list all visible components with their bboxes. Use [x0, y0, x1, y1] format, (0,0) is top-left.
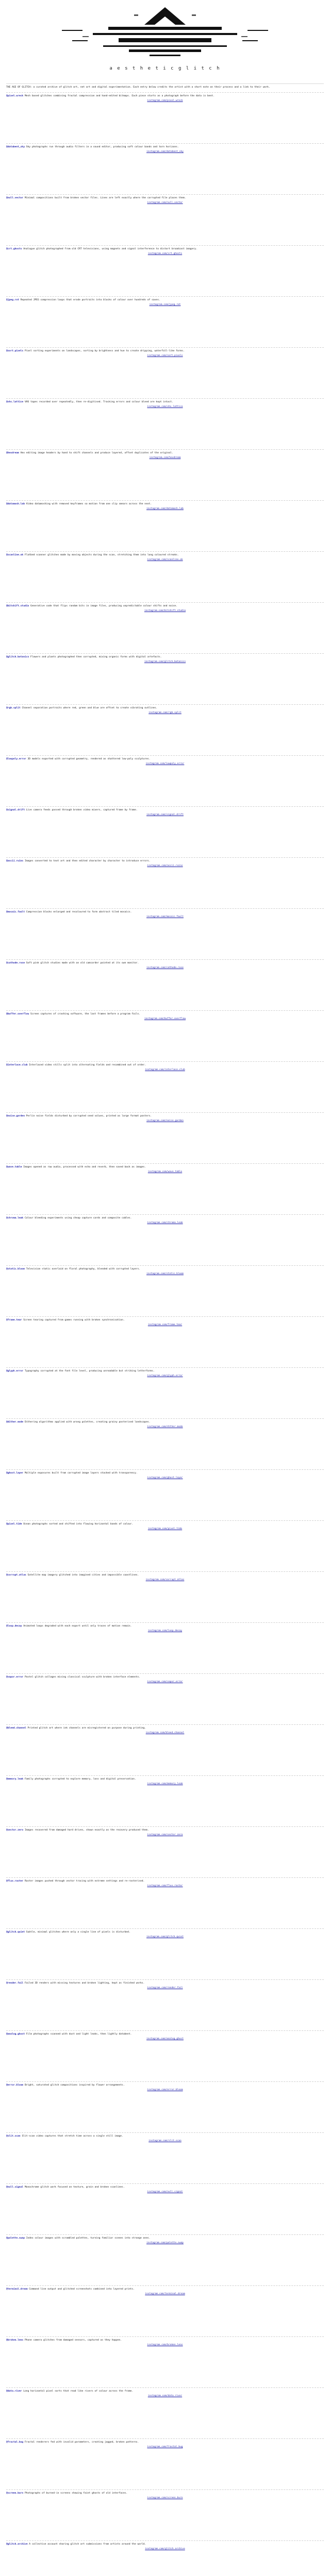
post-text: Interlaced video stills split into alternating fields and recombined out of order.: [29, 1064, 146, 1066]
post-body: [6, 554, 324, 557]
post-text: Subtle, minimal glitches where only a single line of pixels is disturbed.: [26, 1931, 130, 1934]
post-body: [6, 452, 324, 455]
artist-handle[interactable]: @render.fail: [6, 1982, 24, 1985]
post-body: [6, 2390, 324, 2393]
artist-handle[interactable]: @memory.leak: [6, 1778, 24, 1781]
artist-link[interactable]: instagram.com/sort.pixels: [147, 354, 183, 357]
post-entry: [6, 1163, 324, 1214]
artist-handle[interactable]: @lowpoly.error: [6, 758, 26, 760]
post-text: Raster images pushed through vector tracing with extreme settings and re-rasterised.: [24, 1880, 145, 1883]
artist-link[interactable]: instagram.com/palette.swap: [146, 2242, 184, 2244]
post-text: Index colour images with scrambled palettes, turning familiar scenes into strange ones.: [26, 2237, 151, 2240]
post-text: Long horizontal pixel sorts that read like rivers of colour across the frame.: [23, 2390, 134, 2393]
artist-link[interactable]: instagram.com/wave.table: [147, 1171, 183, 1173]
artist-handle[interactable]: @buffer.overflow: [6, 1013, 29, 1015]
post-body: [6, 2033, 324, 2036]
post-text: Family photographs corrupted to explore memory, loss and digital preservation.: [24, 1778, 136, 1781]
artist-handle[interactable]: @interlace.club: [6, 1064, 28, 1066]
post-body: [6, 1880, 324, 1883]
post-text: Flatbed scanner glitches made by moving objects during the scan, stretching them into long coloured streaks.: [24, 554, 179, 556]
artist-link[interactable]: instagram.com/frame.tear: [147, 1324, 183, 1326]
artist-handle[interactable]: @ghost.layer: [6, 1472, 24, 1475]
post-body: [6, 1370, 324, 1373]
post-entry: [6, 1469, 324, 1520]
post-entry: [6, 2030, 324, 2081]
post-text: Slit-scan video captures that stretch time across a single still image.: [22, 2135, 123, 2138]
post-entry: [6, 1316, 324, 1367]
artist-link[interactable]: instagram.com/analog.ghost: [146, 2038, 184, 2040]
artist-link[interactable]: instagram.com/jpeg.rot: [149, 303, 181, 306]
artist-handle[interactable]: @static.bloom: [6, 1268, 25, 1270]
post-text: Monochrome glitch work focused on texture, grain and broken scanlines.: [24, 2186, 125, 2189]
artist-handle[interactable]: @analog.ghost: [6, 2033, 25, 2036]
artist-handle[interactable]: @sort.pixels: [6, 350, 24, 352]
artist-link[interactable]: instagram.com/mosaic.fault: [146, 916, 184, 918]
artist-link[interactable]: instagram.com/corrupt.atlas: [145, 1579, 185, 1581]
post-body: [6, 860, 324, 863]
post-entry: [6, 347, 324, 398]
post-text: Phone camera glitches from damaged sensors, captured as they happen.: [24, 2339, 122, 2342]
artist-handle[interactable]: @terminal.dream: [6, 2288, 28, 2291]
artist-handle[interactable]: @datamosh.lab: [6, 503, 25, 505]
post-entry: [6, 500, 324, 551]
artist-link[interactable]: instagram.com/pixel.wreck: [147, 99, 183, 102]
post-entry: [6, 1367, 324, 1418]
artist-handle[interactable]: @noise.garden: [6, 1115, 25, 1117]
artist-link[interactable]: instagram.com/screen.burn: [147, 2497, 183, 2499]
post-entry: [6, 2540, 324, 2576]
artist-link[interactable]: instagram.com/null.signal: [147, 2191, 183, 2193]
post-text: Repeated JPEG compression loops that erode portraits into blocks of colour over hundreds of saves.: [20, 299, 160, 301]
artist-handle[interactable]: @fractal.bug: [6, 2441, 24, 2444]
artist-handle[interactable]: @palette.swap: [6, 2237, 25, 2240]
post-text: A collective account sharing glitch art submissions from artists around the world.: [29, 2543, 146, 2546]
artist-link[interactable]: instagram.com/cathode.rose: [146, 967, 184, 969]
post-text: Pastel glitch collages mixing classical sculpture with broken interface elements.: [24, 1676, 141, 1679]
post-entry: [6, 1112, 324, 1163]
header: [6, 4, 324, 81]
post-body: [6, 1115, 324, 1118]
artist-link[interactable]: instagram.com/slit.scan: [148, 2140, 182, 2142]
post-body: [6, 2288, 324, 2291]
artist-handle[interactable]: @pixel.wreck: [6, 95, 24, 97]
artist-handle[interactable]: @flux.raster: [6, 1880, 24, 1883]
post-body: [6, 1319, 324, 1322]
artist-handle[interactable]: @wave.table: [6, 1166, 22, 1168]
post-text: Images converted to text art and then edited character by character to introduce errors.: [24, 860, 151, 862]
post-entry: [6, 2285, 324, 2336]
post-text: Animated loops degraded with each export until only traces of motion remain.: [23, 1625, 132, 1628]
post-entry: [6, 959, 324, 1010]
post-entry: [6, 551, 324, 602]
artist-handle[interactable]: @scanline.ok: [6, 554, 24, 556]
artist-handle[interactable]: @dither.mode: [6, 1421, 24, 1423]
post-text: Channel separation portraits where red, green and blue are offset to create vibrating outlines.: [22, 707, 158, 709]
post-text: Images opened as raw audio, processed with echo and reverb, then saved back as images.: [23, 1166, 146, 1168]
artist-handle[interactable]: @loop.decay: [6, 1625, 22, 1628]
post-body: [6, 605, 324, 608]
artist-link[interactable]: instagram.com/signal.drift: [146, 814, 184, 816]
artist-handle[interactable]: @screen.burn: [6, 2492, 24, 2495]
artist-link[interactable]: instagram.com/glitch.botanics: [144, 660, 186, 663]
post-entry: [6, 1724, 324, 1775]
post-entry: [6, 2234, 324, 2285]
post-entry: [6, 806, 324, 857]
post-text: Live camera feeds passed through broken video mixers, captured frame by frame.: [26, 809, 138, 811]
artist-handle[interactable]: @glitch.botanics: [6, 656, 29, 658]
artist-link[interactable]: instagram.com/pixel.tide: [147, 1528, 183, 1530]
post-entry: [6, 1010, 324, 1061]
post-entry: [6, 1979, 324, 2030]
post-body: [6, 2339, 324, 2342]
post-text: Film photographs scanned with dust and light leaks, then lightly databent.: [26, 2033, 132, 2036]
post-body: [6, 911, 324, 914]
divider: [6, 83, 324, 84]
post-entry: [6, 1928, 324, 1979]
site-title: a e s t h e t i c g l i t c h: [109, 66, 221, 71]
post-entry: [6, 1826, 324, 1877]
artist-link[interactable]: instagram.com/sector.zero: [147, 1834, 183, 1836]
artist-handle[interactable]: @null.signal: [6, 2186, 24, 2189]
artist-link[interactable]: instagram.com/bitshift.studio: [144, 609, 186, 612]
post-text: Flowers and plants photographed then corrupted, mixing organic forms with digital artefacts.: [30, 656, 162, 658]
artist-link[interactable]: instagram.com/loop.decay: [147, 1630, 183, 1632]
artist-handle[interactable]: @signal.drift: [6, 809, 25, 811]
artist-link[interactable]: instagram.com/null.vector: [147, 201, 183, 204]
post-entry: [6, 92, 324, 143]
post-body: [6, 1778, 324, 1781]
artist-link[interactable]: instagram.com/glitch.archive: [145, 2548, 185, 2550]
post-text: VHS tapes recorded over repeatedly, then re-digitised. Tracking errors and colour bleed are kept intact.: [24, 401, 173, 403]
artist-handle[interactable]: @vapor.error: [6, 1676, 24, 1679]
post-body: [6, 248, 324, 251]
artist-link[interactable]: instagram.com/memory.leak: [147, 1783, 183, 1785]
artist-link[interactable]: instagram.com/ghost.layer: [147, 1477, 183, 1479]
artist-handle[interactable]: @bitshift.studio: [6, 605, 29, 607]
post-entry: [6, 704, 324, 755]
artist-handle[interactable]: @chroma.leak: [6, 1217, 24, 1219]
artist-handle[interactable]: @bleed.channel: [6, 1727, 26, 1730]
post-text: Command line output and glitched screenshots combined into layered prints.: [29, 2288, 135, 2291]
post-body: [6, 809, 324, 812]
post-text: Video datamoshing with removed keyframes so motion from one clip smears across the next.: [26, 503, 152, 505]
post-text: Ocean photographs sorted and shifted into flowing horizontal bands of colour.: [23, 1523, 134, 1526]
artist-handle[interactable]: @mosaic.fault: [6, 911, 25, 913]
artist-link[interactable]: instagram.com/flux.raster: [147, 1885, 183, 1887]
artist-handle[interactable]: @null.vector: [6, 197, 24, 199]
artist-link[interactable]: instagram.com/error.bloom: [147, 2089, 183, 2091]
post-text: Fractal renderers fed with invalid parameters, creating jagged, broken patterns.: [24, 2441, 139, 2444]
artist-link[interactable]: instagram.com/data.river: [147, 2395, 183, 2397]
post-entry: [6, 398, 324, 449]
post-body: [6, 1829, 324, 1832]
post-body: [6, 401, 324, 404]
post-text: Screen captures of crashing software, the last frames before a program fails.: [30, 1013, 141, 1015]
artist-handle[interactable]: @frame.tear: [6, 1319, 22, 1321]
artist-link[interactable]: instagram.com/vapor.error: [147, 1681, 183, 1683]
post-text: Pixel sorting experiments on landscapes, sorting by brightness and hue to create dripping, waterfall-like forms.: [24, 350, 185, 352]
post-text: Perlin noise fields disturbed by corrupted seed values, printed as large format posters.: [26, 1115, 152, 1117]
post-body: [6, 1625, 324, 1628]
post-text: Satellite map imagery glitched into imagined cities and impossible coastlines.: [27, 1574, 139, 1577]
post-body: [6, 2135, 324, 2138]
post-body: [6, 2441, 324, 2444]
artist-link[interactable]: instagram.com/dither.mode: [147, 1426, 183, 1428]
post-body: [6, 656, 324, 659]
post-text: Hex editing image headers by hand to shift channels and produce layered, offset duplicates of the original.: [20, 452, 173, 454]
post-body: [6, 1982, 324, 1985]
artist-handle[interactable]: @data.river: [6, 2390, 22, 2393]
artist-link[interactable]: instagram.com/rgb.split: [148, 711, 182, 714]
post-text: Mesh based glitches combining fractal compression and hand-edited bitmaps. Each piece starts as a photograph before the data is bent.: [24, 95, 214, 97]
artist-link[interactable]: instagram.com/chroma.leak: [147, 1222, 183, 1224]
artist-link[interactable]: instagram.com/datamosh.lab: [146, 507, 184, 510]
artist-handle[interactable]: @glitch.archive: [6, 2543, 28, 2546]
post-entry: [6, 1775, 324, 1826]
post-text: Photographs of burned-in screens showing faint ghosts of old interfaces.: [24, 2492, 128, 2495]
artist-link[interactable]: instagram.com/broken.lens: [147, 2344, 183, 2346]
artist-handle[interactable]: @broken.lens: [6, 2339, 24, 2342]
site-logo: [31, 4, 299, 65]
post-text: Colour bleeding experiments using cheap capture cards and composite cables.: [24, 1217, 132, 1219]
post-text: Screen tearing captured from games running with broken synchronisation.: [23, 1319, 125, 1321]
artist-handle[interactable]: @error.bloom: [6, 2084, 24, 2087]
post-body: [6, 2237, 324, 2240]
artist-handle[interactable]: @databent_sky: [6, 146, 25, 148]
post-entry: [6, 1877, 324, 1928]
post-body: [6, 2084, 324, 2087]
artist-handle[interactable]: @jpeg.rot: [6, 299, 19, 301]
post-body: [6, 707, 324, 710]
post-entry: [6, 1520, 324, 1571]
artist-link[interactable]: instagram.com/noise.garden: [146, 1120, 184, 1122]
post-text: Bright, saturated glitch compositions inspired by flower arrangements.: [24, 2084, 125, 2087]
post-text: Failed 3D renders with missing textures and broken lighting, kept as finished works.: [24, 1982, 145, 1985]
post-entry: [6, 296, 324, 347]
post-list: [6, 92, 324, 2576]
artist-link[interactable]: instagram.com/glitch.quiet: [146, 1936, 184, 1938]
post-entry: [6, 449, 324, 500]
post-entry: [6, 602, 324, 653]
artist-link[interactable]: instagram.com/terminal.dream: [145, 2293, 185, 2295]
artist-link[interactable]: instagram.com/bleed.channel: [145, 1732, 185, 1734]
post-entry: [6, 1214, 324, 1265]
post-body: [6, 2186, 324, 2189]
post-entry: [6, 2132, 324, 2183]
post-entry: [6, 143, 324, 194]
artist-link[interactable]: instagram.com/lowpoly.error: [145, 762, 185, 765]
artist-link[interactable]: instagram.com/glyph.error: [147, 1375, 183, 1377]
post-text: Minimal compositions built from broken vector files. Lines are left exactly where the corrupted file places them.: [24, 197, 186, 199]
intro-text: THE AGE OF GLITCH: a curated archive of glitch art, net art and digital experimentation. Each entry below credits the artist with a short note on their process and a link to their work.: [6, 86, 270, 89]
artist-handle[interactable]: @sector.zero: [6, 1829, 24, 1832]
artist-handle[interactable]: @pixel.tide: [6, 1523, 22, 1526]
artist-handle[interactable]: @glitch.quiet: [6, 1931, 25, 1934]
post-body: [6, 1931, 324, 1934]
post-body: [6, 1013, 324, 1016]
post-text: Dithering algorithms applied with wrong palettes, creating grainy posterised landscapes.: [24, 1421, 151, 1423]
post-entry: [6, 755, 324, 806]
post-body: [6, 1472, 324, 1475]
artist-handle[interactable]: @crt.ghosts: [6, 248, 22, 250]
post-body: [6, 758, 324, 761]
post-entry: [6, 194, 324, 245]
post-entry: [6, 1061, 324, 1112]
post-body: [6, 1574, 324, 1577]
artist-link[interactable]: instagram.com/databent_sky: [146, 150, 184, 153]
artist-link[interactable]: instagram.com/render.fail: [147, 1987, 183, 1989]
post-body: [6, 299, 324, 302]
artist-handle[interactable]: @rgb.split: [6, 707, 21, 709]
post-text: Analogue glitch photographed from old CRT televisions, using magnets and signal interference to distort broadcast imagery.: [23, 248, 197, 250]
post-body: [6, 1676, 324, 1679]
artist-handle[interactable]: @slit.scan: [6, 2135, 21, 2138]
post-entry: [6, 1418, 324, 1469]
post-body: [6, 2543, 324, 2546]
post-body: [6, 197, 324, 200]
post-text: Compression blocks enlarged and recoloured to form abstract tiled mosaics.: [26, 911, 132, 913]
post-body: [6, 1727, 324, 1730]
artist-link[interactable]: instagram.com/fractal.bug: [147, 2446, 183, 2448]
post-entry: [6, 2489, 324, 2540]
post-entry: [6, 2081, 324, 2132]
artist-link[interactable]: instagram.com/vhs.lattice: [147, 405, 183, 408]
artist-handle[interactable]: @vhs.lattice: [6, 401, 24, 403]
post-entry: [6, 1622, 324, 1673]
artist-link[interactable]: instagram.com/ascii.ruins: [147, 865, 183, 867]
post-body: [6, 1523, 324, 1526]
artist-handle[interactable]: @corrupt.atlas: [6, 1574, 26, 1577]
post-body: [6, 1217, 324, 1220]
post-text: Television static overlaid on floral photography, blended with corrupted layers.: [26, 1268, 141, 1270]
artist-link[interactable]: instagram.com/scanline.ok: [147, 558, 183, 561]
post-body: [6, 1064, 324, 1067]
artist-link[interactable]: instagram.com/crt.ghosts: [147, 252, 183, 255]
artist-handle[interactable]: @glyph.error: [6, 1370, 24, 1372]
post-entry: [6, 653, 324, 704]
post-body: [6, 1268, 324, 1271]
artist-link[interactable]: instagram.com/interlace.club: [145, 1069, 185, 1071]
post-entry: [6, 2387, 324, 2438]
post-text: Soft pink glitch studies made with an old camcorder pointed at its own monitor.: [26, 962, 139, 964]
artist-handle[interactable]: @ascii.ruins: [6, 860, 24, 862]
post-body: [6, 146, 324, 149]
post-body: [6, 962, 324, 965]
post-entry: [6, 2183, 324, 2234]
artist-link[interactable]: instagram.com/static.bloom: [146, 1273, 184, 1275]
post-text: 3D models exported with corrupted geometry, rendered as shattered low-poly sculptures.: [27, 758, 151, 760]
artist-link[interactable]: instagram.com/hexdream: [149, 456, 181, 459]
post-text: Images recovered from damaged hard drives, shown exactly as the recovery produced them.: [24, 1829, 149, 1832]
post-text: Generative code that flips random bits in image files, producing unpredictable colour shifts and noise.: [30, 605, 177, 607]
post-text: Multiple exposures built from corrupted image layers stacked with transparency.: [24, 1472, 138, 1475]
artist-link[interactable]: instagram.com/buffer.overflow: [144, 1018, 186, 1020]
post-body: [6, 1421, 324, 1424]
post-entry: [6, 857, 324, 908]
post-text: Typography corrupted at the font file level, producing unreadable but striking letterforms.: [24, 1370, 155, 1372]
artist-handle[interactable]: @hexdream: [6, 452, 19, 454]
post-entry: [6, 1673, 324, 1724]
post-entry: [6, 245, 324, 296]
post-entry: [6, 1265, 324, 1316]
post-entry: [6, 2438, 324, 2489]
post-entry: [6, 1571, 324, 1622]
post-text: Printed glitch art where ink channels are misregistered on purpose during printing.: [27, 1727, 146, 1730]
post-body: [6, 503, 324, 506]
post-entry: [6, 908, 324, 959]
artist-handle[interactable]: @cathode.rose: [6, 962, 25, 964]
post-entry: [6, 2336, 324, 2387]
post-body: [6, 2492, 324, 2495]
post-body: [6, 350, 324, 353]
post-body: [6, 95, 324, 98]
post-body: [6, 1166, 324, 1169]
post-text: Sky photographs run through audio filters in a sound editor, producing soft colour bands and torn horizons.: [26, 146, 179, 148]
